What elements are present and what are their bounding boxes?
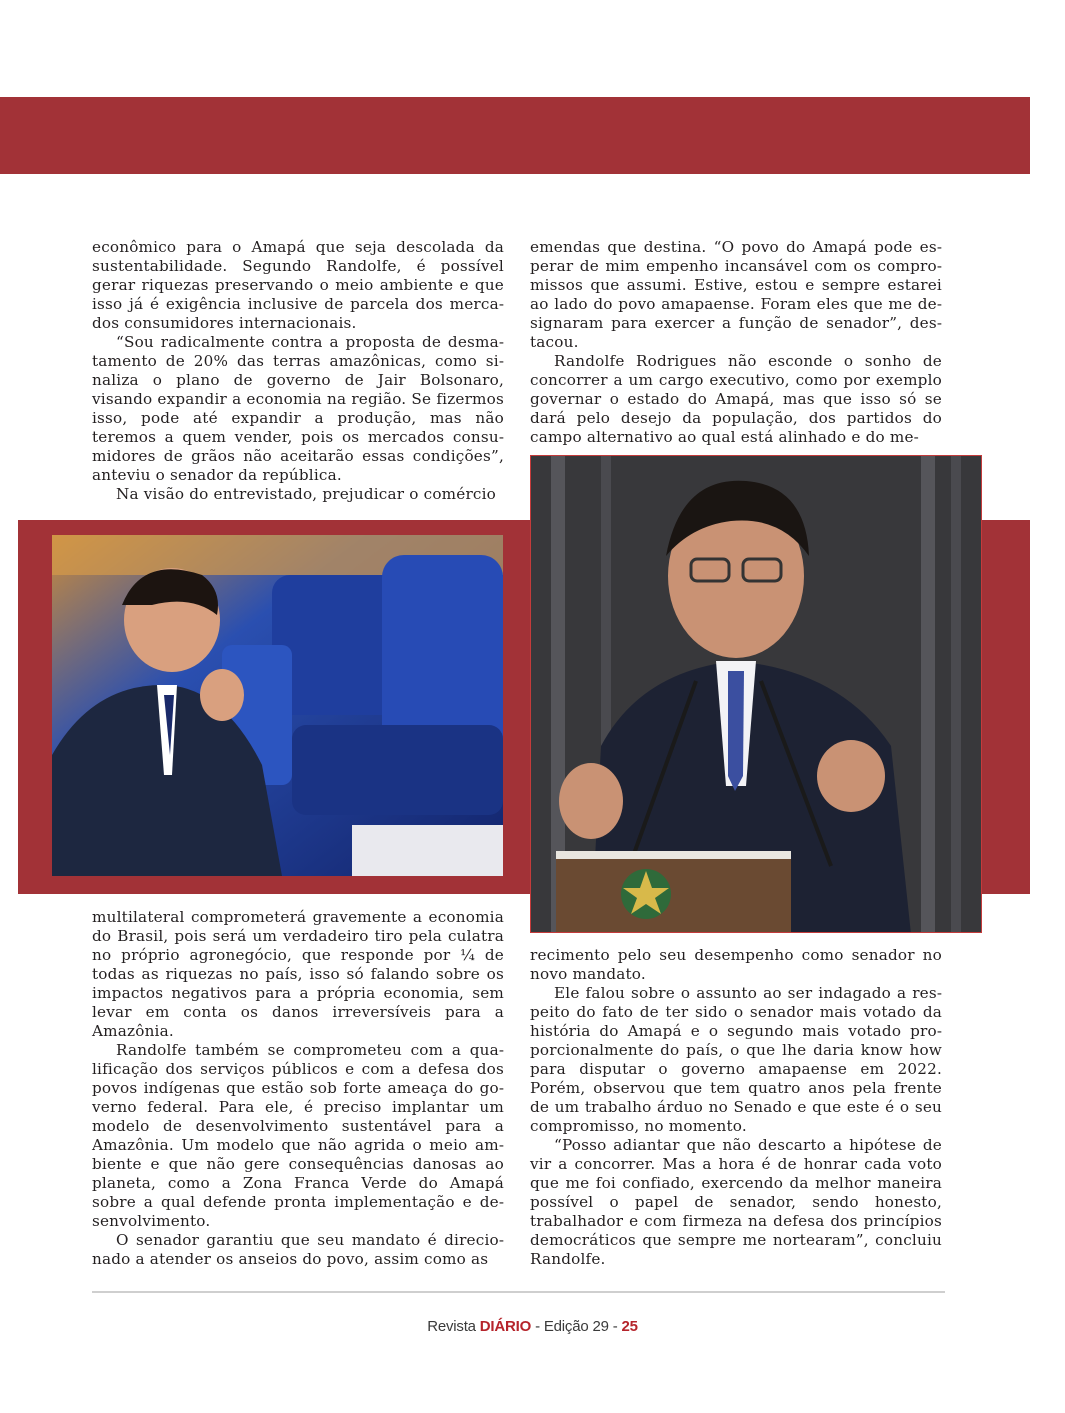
photo-senator-seated-image — [52, 535, 503, 876]
page-footer — [0, 1318, 1065, 1335]
article-paragraph: Ele falou sobre o assunto ao ser indagado a respeito do fato de ter sido o senador mais votado da história do Amapá e o segundo mais votado proporcionalmente do país, o que lhe daria know how para disputar o governo amapaense em 2022. Porém, observou que tem quatro anos pela frente de um trabalho árduo no Senado e que este é o seu compromisso, no momento. — [530, 984, 942, 1135]
article-paragraph: “Sou radicalmente contra a proposta de desmatamento de 20% das terras amazônicas, como sinaliza o plano de governo de Jair Bolsonaro, visando expandir a economia na região. Se fizermos isso, pode até expandir a produção, mas não teremos a quem vender, pois os mercados consumidores de grãos não aceitarão essas condições”, anteviu o senador da república. — [92, 333, 504, 484]
article-paragraph: Randolfe Rodrigues não esconde o sonho de concorrer a um cargo executivo, como por exemplo governar o estado do Amapá, mas que isso só se dará pelo desejo da população, dos partidos do campo alternativo ao qual está alinhado e do me- — [530, 352, 942, 446]
page-number: 25 — [621, 1318, 638, 1335]
article-paragraph: Na visão do entrevistado, prejudicar o comércio — [116, 485, 497, 503]
photo-senator-speaking-image — [531, 456, 982, 933]
article-column-2-top — [530, 238, 942, 452]
footer-divider — [92, 1291, 945, 1293]
article-paragraph: multilateral comprometerá gravemente a economia do Brasil, pois será um verdadeiro tiro pela culatra no próprio agronegócio, que responde por ¼ de todas as riquezas no país, isso só falando sobre os impactos negativos para a própria economia, sem levar em conta os danos irreversíveis para a Amazônia. — [92, 908, 504, 1040]
footer-brand: DIÁRIO — [479, 1318, 532, 1335]
footer-edition: - Edição 29 - — [531, 1318, 622, 1335]
article-column-2-bottom — [530, 946, 942, 1276]
article-paragraph: emendas que destina. “O povo do Amapá pode esperar de mim empenho incansável com os compromissos que assumi. Estive, estou e sempre estarei ao lado do povo amapaense. Foram eles que me designaram para exercer a função de senador”, destacou. — [530, 238, 942, 351]
header-color-band — [0, 97, 1030, 174]
article-column-1-top — [92, 238, 504, 514]
article-paragraph: recimento pelo seu desempenho como senador no novo mandato. — [530, 946, 942, 983]
article-paragraph: econômico para o Amapá que seja descolada da sustentabilidade. Segundo Randolfe, é possível gerar riquezas preservando o meio ambiente e que isso já é exigência inclusive de parcela dos mercados consumidores internacionais. — [92, 238, 504, 332]
article-column-1-bottom — [92, 908, 504, 1278]
photo-senator-seated — [52, 535, 503, 876]
article-paragraph: O senador garantiu que seu mandato é direcionado a atender os anseios do povo, assim como as — [92, 1231, 504, 1268]
footer-prefix: Revista — [427, 1318, 480, 1335]
article-paragraph: Randolfe também se comprometeu com a qualificação dos serviços públicos e com a defesa dos povos indígenas que estão sob forte ameaça do governo federal. Para ele, é preciso implantar um modelo de desenvolvimento sustentável para a Amazônia. Um modelo que não agrida o meio ambiente e que não gere consequências danosas ao planeta, como a Zona Franca Verde do Amapá sobre a qual defende pronta implementação e desenvolvimento. — [92, 1041, 504, 1230]
article-paragraph: “Posso adiantar que não descarto a hipótese de vir a concorrer. Mas a hora é de honrar cada voto que me foi confiado, exercendo da melhor maneira possível o papel de senador, sendo honesto, trabalhador e com firmeza na defesa dos princípios democráticos que sempre me nortearam”, concluiu Randolfe. — [530, 1136, 942, 1268]
photo-senator-speaking — [530, 455, 982, 933]
